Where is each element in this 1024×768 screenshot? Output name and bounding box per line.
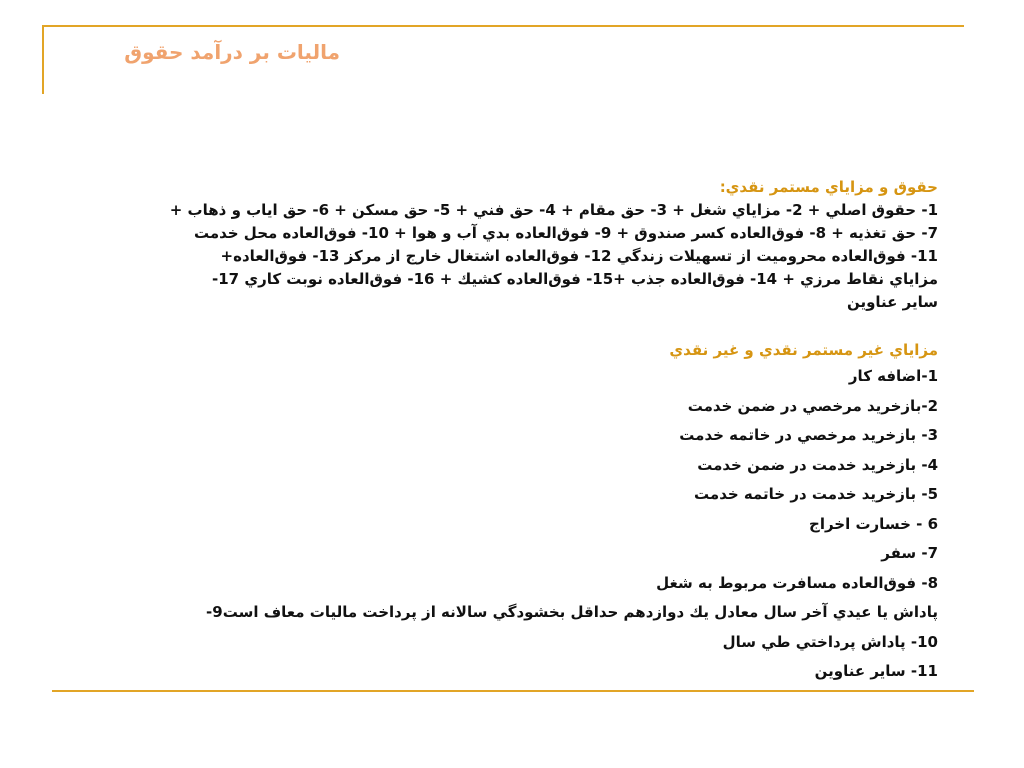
list-item: 3- بازخريد مرخصي در خاتمه خدمت bbox=[679, 426, 938, 444]
bottom-divider bbox=[52, 690, 974, 692]
section-heading-noncash-benefits: مزاياي غير مستمر نقدي و غير نقدي bbox=[669, 341, 938, 359]
slide-title: ماليات بر درآمد حقوق bbox=[124, 40, 340, 64]
list-item: 7- سفر bbox=[881, 544, 938, 562]
paragraph-line: 1- حقوق اصلي + 2- مزاياي شغل + 3- حق مقام + 4- حق فني + 5- حق مسكن + 6- حق اياب و ذهاب + bbox=[169, 201, 938, 219]
section-spacer bbox=[148, 314, 938, 339]
paragraph-line: مزاياي نقاط مرزي + 14- فوق‌العاده جذب +15- فوق‌العاده كشيك + 16- فوق‌العاده نوبت كاري 17- bbox=[212, 270, 938, 288]
list-item: 8- فوق‌العاده مسافرت مربوط به شغل bbox=[656, 573, 938, 592]
list-item: 2-بازخريد مرخصي در ضمن خدمت bbox=[687, 396, 938, 415]
list-item: 11- ساير عناوين bbox=[814, 662, 938, 680]
list-item: 6 - خسارت اخراج bbox=[809, 514, 938, 533]
slide-body bbox=[148, 176, 938, 687]
section-heading-cash-benefits: حقوق و مزاياي مستمر نقدي: bbox=[719, 178, 938, 196]
list-item: 1-اضافه كار bbox=[848, 367, 938, 385]
noncash-benefits-list bbox=[148, 362, 938, 687]
cash-benefits-paragraph bbox=[148, 199, 938, 314]
paragraph-line: 11- فوق‌العاده محروميت از تسهيلات زندگي 12- فوق‌العاده اشتغال خارج از مركز 13- فوق‌العاده+ bbox=[220, 247, 938, 265]
paragraph-line: ساير عناوين bbox=[846, 293, 938, 311]
list-item: 4- بازخريد خدمت در ضمن خدمت bbox=[697, 455, 938, 474]
list-item: پاداش يا عيدي آخر سال معادل يك دوازدهم حداقل بخشودگي سالانه از پرداخت ماليات معاف است9- bbox=[206, 603, 938, 621]
left-divider bbox=[42, 25, 44, 94]
list-item: 10- پاداش پرداختي طي سال bbox=[722, 632, 938, 651]
list-item: 5- بازخريد خدمت در خاتمه خدمت bbox=[694, 485, 938, 503]
top-divider bbox=[42, 25, 964, 27]
paragraph-line: 7- حق تغذيه + 8- فوق‌العاده كسر صندوق + 9- فوق‌العاده بدي آب و هوا + 10- فوق‌العاده محل خدمت bbox=[193, 224, 938, 242]
